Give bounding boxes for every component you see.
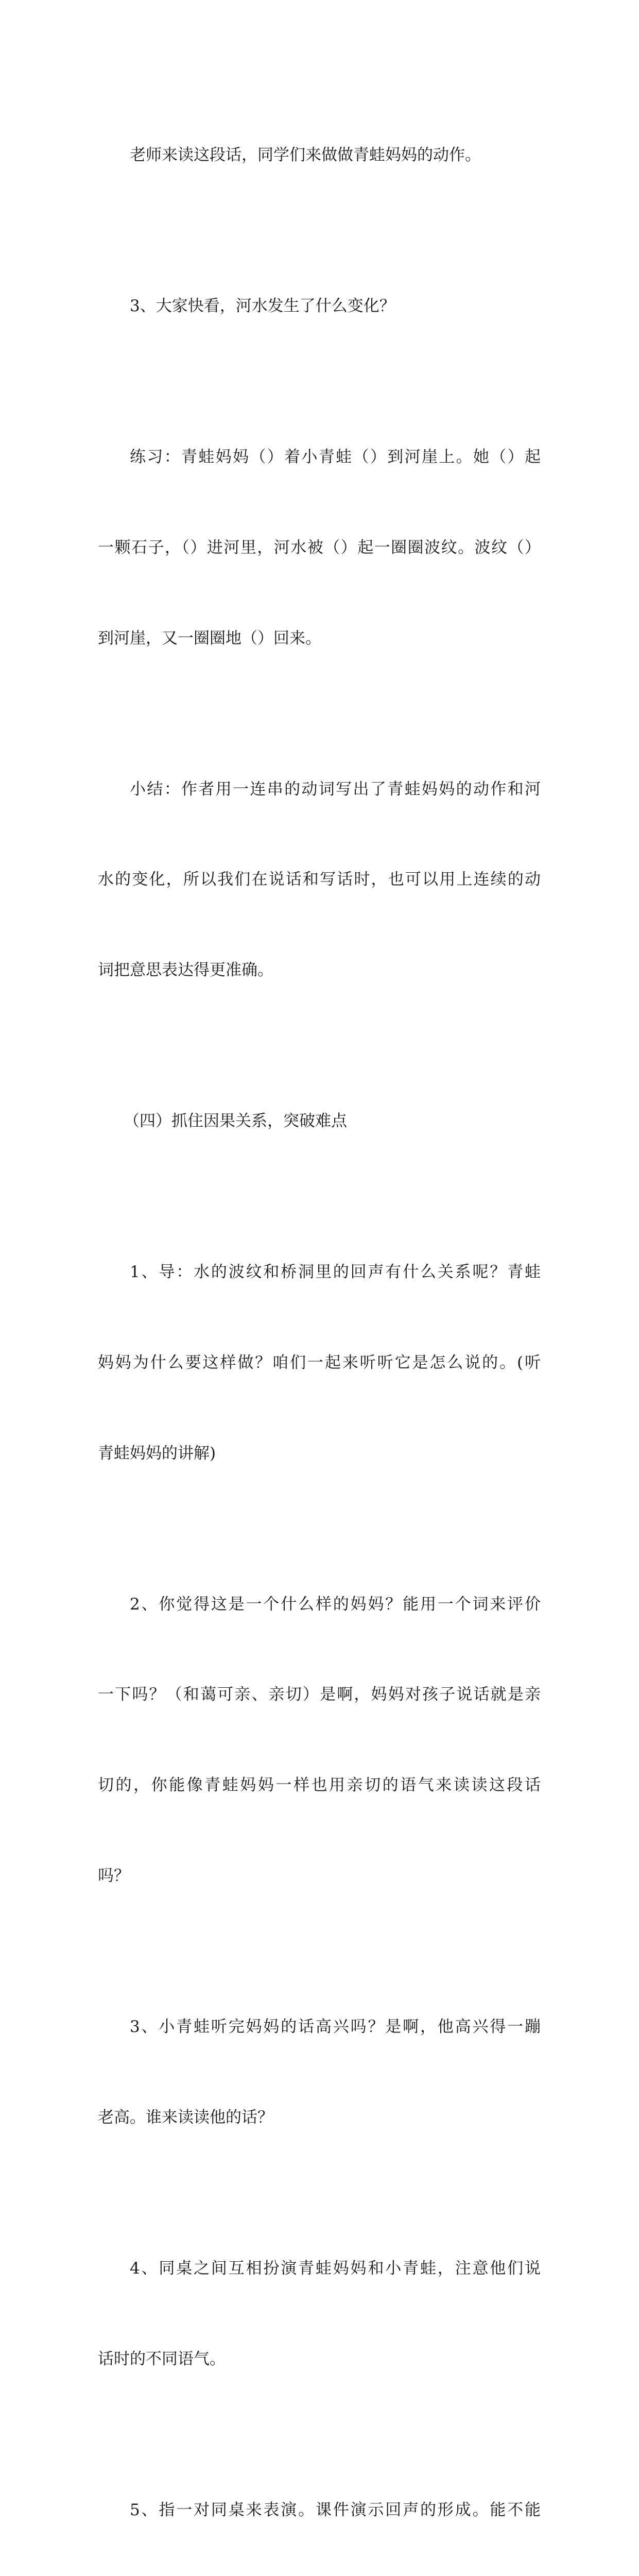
document-body [98,80,541,2576]
text-line: 吗？ [98,1867,130,1886]
paragraph-6 [98,1197,541,1529]
paragraph-10 [98,2434,541,2576]
section-heading [98,1046,541,1197]
paragraph-4 [98,714,541,1046]
text-line: 切的，你能像青蛙妈妈一样也用亲切的语气来读读这段话 [98,1776,541,1795]
text-line: 小结：作者用一连串的动词写出了青蛙妈妈的动作和河 [130,779,541,799]
text-line: 3、大家快看，河水发生了什么变化？ [130,297,395,316]
text-line: 老高。谁来读读他的话？ [98,2108,273,2127]
text-line: （四）抓住因果关系，突破难点 [124,1112,347,1131]
paragraph-2 [98,231,541,382]
paragraph-7 [98,1529,541,1952]
text-line: 练习：青蛙妈妈（）着小青蛙（）到河崖上。她（）起 [130,448,541,467]
text-line: 4、同桌之间互相扮演青蛙妈妈和小青蛙，注意他们说 [130,2259,541,2278]
text-line: 2、你觉得这是一个什么样的妈妈？能用一个词来评价 [130,1595,541,1614]
text-line: 青蛙妈妈的讲解) [98,1444,216,1463]
paragraph-3 [98,382,541,714]
text-line: 话时的不同语气。 [98,2349,226,2368]
text-line: 妈妈为什么要这样做？咱们一起来听听它是怎么说的。(听 [98,1353,541,1372]
paragraph-9 [98,2193,541,2435]
paragraph-1 [98,80,541,231]
text-line: 到河崖，又一圈圈地（）回来。 [98,629,321,648]
text-line: 词把意思表达得更准确。 [98,961,273,980]
text-line: 一颗石子，（）进河里，河水被（）起一圈圈波纹。波纹（） [98,538,541,557]
text-line: 水的变化，所以我们在说话和写话时，也可以用上连续的动 [98,870,541,889]
text-line: 3、小青蛙听完妈妈的话高兴吗？是啊，他高兴得一蹦 [130,2018,541,2036]
text-line: 老师来读这段话，同学们来做做青蛙妈妈的动作。 [130,146,481,165]
text-line: 5、指一对同桌来表演。课件演示回声的形成。能不能 [130,2500,541,2519]
paragraph-8 [98,1952,541,2193]
text-line: 一下吗？（和蔼可亲、亲切）是啊，妈妈对孩子说话就是亲 [98,1685,541,1704]
text-line: 1、导：水的波纹和桥洞里的回声有什么关系呢？青蛙 [130,1263,541,1282]
